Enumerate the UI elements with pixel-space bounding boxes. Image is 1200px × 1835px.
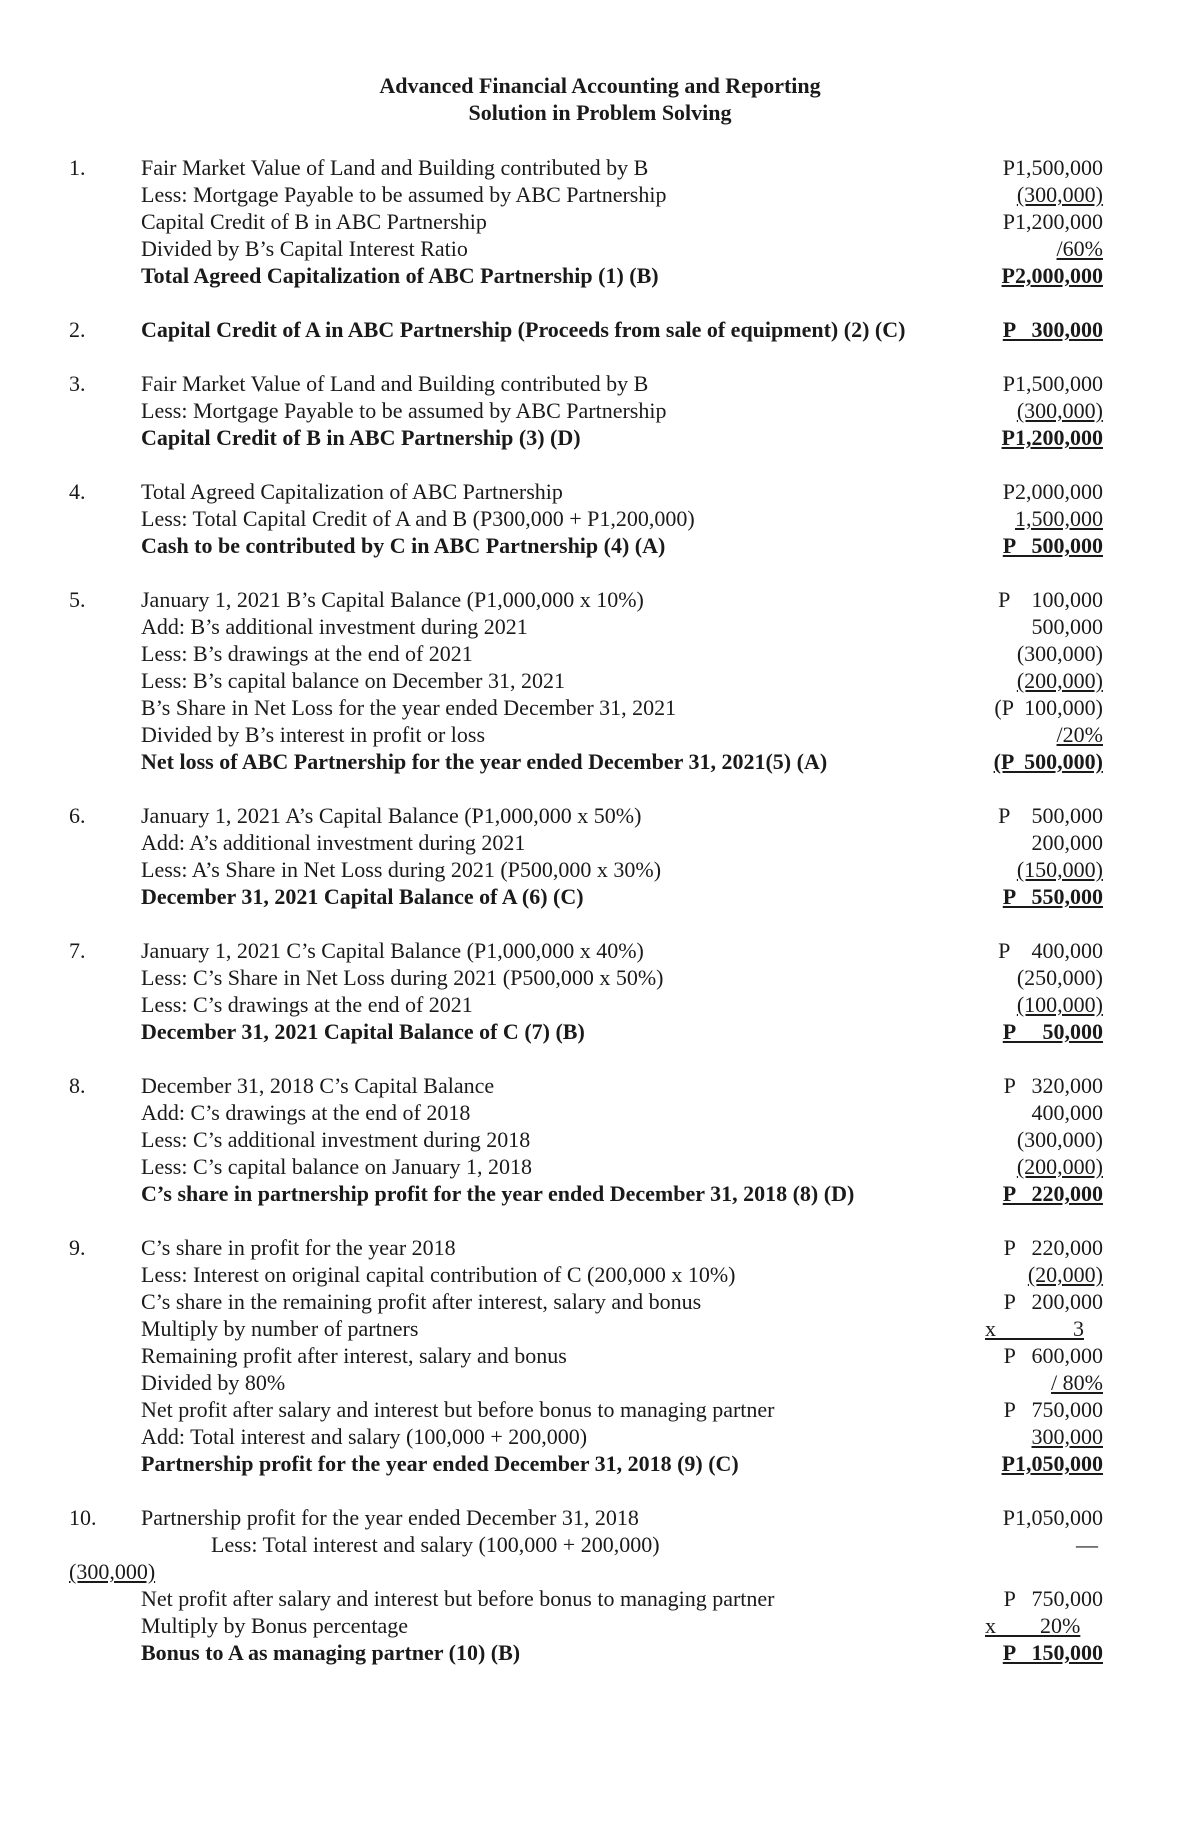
- line: [0, 1585, 1200, 1612]
- line-amount: (100,000): [1016, 992, 1103, 1017]
- line-amount: P 220,000: [1003, 1235, 1103, 1260]
- line-total: [0, 883, 1200, 910]
- line-amount: P1,050,000: [1002, 1505, 1103, 1530]
- line: [0, 856, 1200, 883]
- line-amount: P 100,000: [998, 587, 1103, 612]
- document-subtitle: Solution in Problem Solving: [468, 100, 732, 125]
- line-text: Divided by 80%: [141, 1370, 286, 1395]
- line: [0, 181, 1200, 208]
- line-amount: (P 100,000): [994, 695, 1103, 720]
- line: [0, 370, 1200, 397]
- problem-number: 1.: [69, 155, 86, 180]
- line-amount: P 320,000: [1003, 1073, 1103, 1098]
- line-amount: P 750,000: [1003, 1586, 1103, 1611]
- line-text: Less: Total interest and salary (100,000 + 200,000): [211, 1532, 660, 1557]
- line-amount: P2,000,000: [1001, 263, 1103, 288]
- line-text: Net profit after salary and interest but before bonus to managing partner: [141, 1397, 775, 1422]
- line-amount: (250,000): [1016, 965, 1103, 990]
- line-amount: 200,000: [1031, 830, 1103, 855]
- document-title: Advanced Financial Accounting and Reporting: [379, 73, 821, 98]
- line-total: [0, 1450, 1200, 1477]
- line-text: Total Agreed Capitalization of ABC Partnership (1) (B): [141, 263, 659, 288]
- line-total: [0, 1018, 1200, 1045]
- line-text: December 31, 2021 Capital Balance of C (7) (B): [141, 1019, 585, 1044]
- line-amount: P 200,000: [1003, 1289, 1103, 1314]
- line-text: Less: C’s Share in Net Loss during 2021 (P500,000 x 50%): [141, 965, 664, 990]
- line-amount: P 50,000: [1002, 1019, 1103, 1044]
- line-amount: —: [1076, 1532, 1098, 1557]
- problem-number: 9.: [69, 1235, 86, 1260]
- line-text: Net profit after salary and interest but before bonus to managing partner: [141, 1586, 775, 1611]
- line: [0, 1396, 1200, 1423]
- line: [0, 208, 1200, 235]
- line-text: Less: Total Capital Credit of A and B (P300,000 + P1,200,000): [141, 506, 695, 531]
- line-text: Fair Market Value of Land and Building contributed by B: [141, 155, 649, 180]
- line-amount: x 20%: [985, 1613, 1081, 1638]
- line-amount: P 500,000: [998, 803, 1103, 828]
- line-text: January 1, 2021 A’s Capital Balance (P1,000,000 x 50%): [141, 803, 642, 828]
- line-amount: (300,000): [1016, 398, 1103, 423]
- line-amount: P1,500,000: [1002, 155, 1103, 180]
- problem-number: 6.: [69, 803, 86, 828]
- line: [0, 478, 1200, 505]
- line: [0, 1369, 1200, 1396]
- line-amount: (P 500,000): [993, 749, 1103, 774]
- problem-number: 7.: [69, 938, 86, 963]
- line-amount: P2,000,000: [1002, 479, 1103, 504]
- line: [0, 964, 1200, 991]
- line-text: Total Agreed Capitalization of ABC Partnership: [141, 479, 563, 504]
- line: [0, 1126, 1200, 1153]
- line-total: [0, 424, 1200, 451]
- line-text: Multiply by Bonus percentage: [141, 1613, 409, 1638]
- line: [0, 829, 1200, 856]
- line: [0, 667, 1200, 694]
- line-total: [0, 1180, 1200, 1207]
- line: [0, 1261, 1200, 1288]
- line: [0, 1315, 1200, 1342]
- line-amount: P 750,000: [1003, 1397, 1103, 1422]
- line: [0, 1234, 1200, 1261]
- line-text: January 1, 2021 C’s Capital Balance (P1,000,000 x 40%): [141, 938, 644, 963]
- line-text: Add: A’s additional investment during 2021: [141, 830, 526, 855]
- line: [0, 1099, 1200, 1126]
- line-text: C’s share in profit for the year 2018: [141, 1235, 456, 1260]
- line-text: Less: Mortgage Payable to be assumed by ABC Partnership: [141, 182, 667, 207]
- line: [0, 640, 1200, 667]
- line-text: Less: C’s additional investment during 2018: [141, 1127, 531, 1152]
- line-text: Divided by B’s interest in profit or loss: [141, 722, 486, 747]
- line-amount: (300,000): [1016, 1127, 1103, 1152]
- problem-number: 8.: [69, 1073, 86, 1098]
- line-text: C’s share in partnership profit for the year ended December 31, 2018 (8) (D): [141, 1181, 855, 1206]
- line-text: Capital Credit of A in ABC Partnership (Proceeds from sale of equipment) (2) (C): [141, 317, 906, 342]
- line-amount: P 600,000: [1003, 1343, 1103, 1368]
- line-amount: 500,000: [1031, 614, 1103, 639]
- line: [0, 154, 1200, 181]
- line-amount: (200,000): [1016, 668, 1103, 693]
- line: [0, 586, 1200, 613]
- line: [0, 1153, 1200, 1180]
- line-text: Bonus to A as managing partner (10) (B): [141, 1640, 521, 1665]
- line-text: Capital Credit of B in ABC Partnership: [141, 209, 487, 234]
- line-text: Net loss of ABC Partnership for the year ended December 31, 2021(5) (A): [141, 749, 828, 774]
- line: [0, 1288, 1200, 1315]
- line-amount: (300,000): [1016, 641, 1103, 666]
- line-text: Cash to be contributed by C in ABC Partnership (4) (A): [141, 533, 666, 558]
- line: [0, 1342, 1200, 1369]
- line: [0, 1072, 1200, 1099]
- line-text: B’s Share in Net Loss for the year ended December 31, 2021: [141, 695, 677, 720]
- problem-number: 4.: [69, 479, 86, 504]
- line-amount: /60%: [1056, 236, 1103, 261]
- line-text: Less: Mortgage Payable to be assumed by ABC Partnership: [141, 398, 667, 423]
- line-text: December 31, 2021 Capital Balance of A (6) (C): [141, 884, 584, 909]
- line-text: Multiply by number of partners: [141, 1316, 419, 1341]
- line-text: Less: B’s drawings at the end of 2021: [141, 641, 473, 666]
- line-total: [0, 748, 1200, 775]
- line-amount: P 150,000: [1002, 1640, 1103, 1665]
- line-amount: P1,200,000: [1001, 425, 1103, 450]
- line-text: Partnership profit for the year ended December 31, 2018: [141, 1505, 639, 1530]
- line-amount: 1,500,000: [1015, 506, 1103, 531]
- line: [0, 1531, 1200, 1558]
- line-text: Capital Credit of B in ABC Partnership (3) (D): [141, 425, 581, 450]
- line-amount: 400,000: [1031, 1100, 1103, 1125]
- line-amount: P1,050,000: [1001, 1451, 1103, 1476]
- line-amount: P 220,000: [1002, 1181, 1103, 1206]
- line-amount: (20,000): [1027, 1262, 1103, 1287]
- line-total: [0, 262, 1200, 289]
- line-text: Divided by B’s Capital Interest Ratio: [141, 236, 468, 261]
- line: [0, 397, 1200, 424]
- line-total: [0, 316, 1200, 343]
- problem-number: 2.: [69, 317, 86, 342]
- line-text: January 1, 2021 B’s Capital Balance (P1,000,000 x 10%): [141, 587, 644, 612]
- line: [0, 613, 1200, 640]
- line-amount: /20%: [1056, 722, 1103, 747]
- line-amount: / 80%: [1051, 1370, 1103, 1395]
- line: [0, 991, 1200, 1018]
- line-total: [0, 1639, 1200, 1666]
- line-amount: (150,000): [1016, 857, 1103, 882]
- line-text: Add: B’s additional investment during 2021: [141, 614, 528, 639]
- line-amount: (200,000): [1016, 1154, 1103, 1179]
- line-text: (300,000): [69, 1559, 156, 1584]
- problem-number: 5.: [69, 587, 86, 612]
- line-total: [0, 532, 1200, 559]
- line: [0, 1423, 1200, 1450]
- line-text: Add: C’s drawings at the end of 2018: [141, 1100, 471, 1125]
- line: [0, 505, 1200, 532]
- problem-number: 10.: [69, 1505, 97, 1530]
- line-amount: 300,000: [1031, 1424, 1103, 1449]
- line-text: Fair Market Value of Land and Building contributed by B: [141, 371, 649, 396]
- line-text: Less: C’s capital balance on January 1, 2018: [141, 1154, 533, 1179]
- line-text: C’s share in the remaining profit after interest, salary and bonus: [141, 1289, 702, 1314]
- line: [0, 802, 1200, 829]
- problem-number: 3.: [69, 371, 86, 396]
- line: [0, 235, 1200, 262]
- line: [0, 721, 1200, 748]
- line-text: Add: Total interest and salary (100,000 + 200,000): [141, 1424, 588, 1449]
- line-text: Remaining profit after interest, salary and bonus: [141, 1343, 567, 1368]
- line-text: December 31, 2018 C’s Capital Balance: [141, 1073, 495, 1098]
- line-amount: P1,500,000: [1002, 371, 1103, 396]
- line-text: Less: B’s capital balance on December 31, 2021: [141, 668, 565, 693]
- line: [0, 694, 1200, 721]
- line-text: Less: A’s Share in Net Loss during 2021 (P500,000 x 30%): [141, 857, 662, 882]
- line-amount: (300,000): [1016, 182, 1103, 207]
- line-amount: P 300,000: [1002, 317, 1103, 342]
- line: [0, 937, 1200, 964]
- line-text: Less: Interest on original capital contribution of C (200,000 x 10%): [141, 1262, 736, 1287]
- line-text: Less: C’s drawings at the end of 2021: [141, 992, 473, 1017]
- line-amount: P 550,000: [1002, 884, 1103, 909]
- line: [0, 1612, 1200, 1639]
- line-amount: x 3: [985, 1316, 1084, 1341]
- line-amount: P 500,000: [1002, 533, 1103, 558]
- line: [0, 1504, 1200, 1531]
- line-amount: P 400,000: [998, 938, 1103, 963]
- line-wrap: [0, 1558, 1200, 1585]
- line-amount: P1,200,000: [1002, 209, 1103, 234]
- line-text: Partnership profit for the year ended December 31, 2018 (9) (C): [141, 1451, 739, 1476]
